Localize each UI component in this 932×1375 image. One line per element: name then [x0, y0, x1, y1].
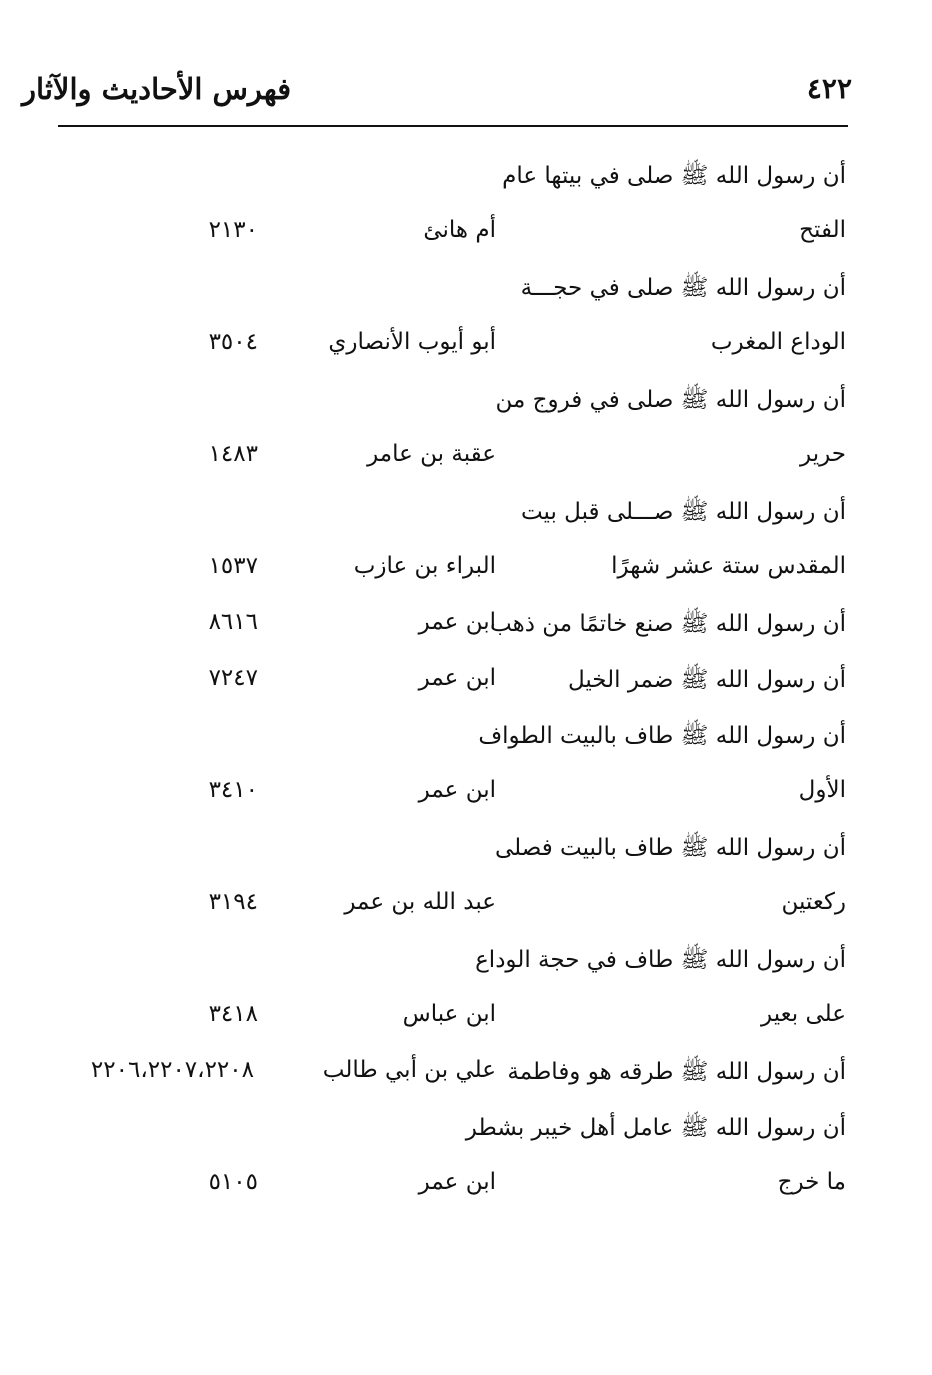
- index-line: [0, 603, 932, 651]
- hadith-number: ٨٦١٦: [208, 609, 258, 635]
- hadith-text: ركعتين: [781, 889, 846, 915]
- hadith-number: ٣٤١٠: [208, 777, 258, 803]
- narrator: علي بن أبي طالب: [322, 1057, 496, 1083]
- narrator: ابن عمر: [418, 665, 496, 691]
- narrator: ابن عمر: [418, 1169, 496, 1195]
- hadith-number: ٣٤١٨: [208, 1001, 258, 1027]
- hadith-text: أن رسول الله ﷺ طاف بالبيت فصلى: [494, 835, 846, 861]
- index-line: [0, 659, 932, 707]
- narrator: أم هانئ: [423, 217, 496, 243]
- hadith-text: أن رسول الله ﷺ طرقه هو وفاطمة: [507, 1059, 846, 1085]
- hadith-text: الوداع المغرب: [710, 329, 846, 355]
- hadith-text: حرير: [800, 441, 846, 467]
- index-line: [0, 827, 932, 875]
- index-line: [0, 547, 932, 595]
- hadith-text: أن رسول الله ﷺ ضمر الخيل: [567, 667, 846, 693]
- hadith-text: أن رسول الله ﷺ صنع خاتمًا من ذهب: [490, 611, 846, 637]
- page-number: ٤٢٢: [806, 72, 852, 105]
- hadith-number: ١٤٨٣: [208, 441, 258, 467]
- index-line: [0, 1107, 932, 1155]
- hadith-number: ٥١٠٥: [208, 1169, 258, 1195]
- hadith-number: ٢٢٠٦،٢٢٠٧،٢٢٠٨: [90, 1057, 254, 1083]
- index-line: [0, 883, 932, 931]
- narrator: أبو أيوب الأنصاري: [328, 329, 496, 355]
- hadith-text: على بعير: [761, 1001, 846, 1027]
- page-header: [0, 72, 932, 116]
- hadith-text: أن رسول الله ﷺ صـــلى قبل بيت: [520, 499, 846, 525]
- hadith-text: أن رسول الله ﷺ طاف في حجة الوداع: [475, 947, 846, 973]
- index-line: [0, 1163, 932, 1211]
- index-line: [0, 715, 932, 763]
- hadith-number: ٢١٣٠: [208, 217, 258, 243]
- hadith-text: الفتح: [799, 217, 846, 243]
- index-line: [0, 939, 932, 987]
- index-line: [0, 323, 932, 371]
- narrator: عقبة بن عامر: [367, 441, 496, 467]
- page-title: فهرس الأحاديث والآثار: [22, 72, 292, 106]
- hadith-text: أن رسول الله ﷺ طاف بالبيت الطواف: [478, 723, 846, 749]
- hadith-text: أن رسول الله ﷺ صلى في بيتها عام: [502, 163, 846, 189]
- index-line: [0, 435, 932, 483]
- index-line: [0, 211, 932, 259]
- hadith-text: أن رسول الله ﷺ صلى في فروج من: [495, 387, 846, 413]
- narrator: ابن عباس: [402, 1001, 496, 1027]
- hadith-number: ١٥٣٧: [208, 553, 258, 579]
- hadith-text: أن رسول الله ﷺ صلى في حجـــة: [520, 275, 846, 301]
- header-rule: [58, 125, 848, 127]
- narrator: عبد الله بن عمر: [344, 889, 496, 915]
- index-line: [0, 995, 932, 1043]
- index-line: [0, 155, 932, 203]
- index-line: [0, 1051, 932, 1099]
- hadith-number: ٣١٩٤: [208, 889, 258, 915]
- index-line: [0, 379, 932, 427]
- hadith-number: ٣٥٠٤: [208, 329, 258, 355]
- narrator: ابن عمر: [418, 777, 496, 803]
- index-line: [0, 267, 932, 315]
- hadith-text: المقدس ستة عشر شهرًا: [611, 553, 846, 579]
- index-line: [0, 491, 932, 539]
- hadith-text: الأول: [798, 777, 846, 803]
- hadith-text: أن رسول الله ﷺ عامل أهل خيبر بشطر: [465, 1115, 846, 1141]
- hadith-text: ما خرج: [777, 1169, 846, 1195]
- narrator: البراء بن عازب: [353, 553, 496, 579]
- index-line: [0, 771, 932, 819]
- narrator: ابن عمر: [418, 609, 496, 635]
- hadith-number: ٧٢٤٧: [208, 665, 258, 691]
